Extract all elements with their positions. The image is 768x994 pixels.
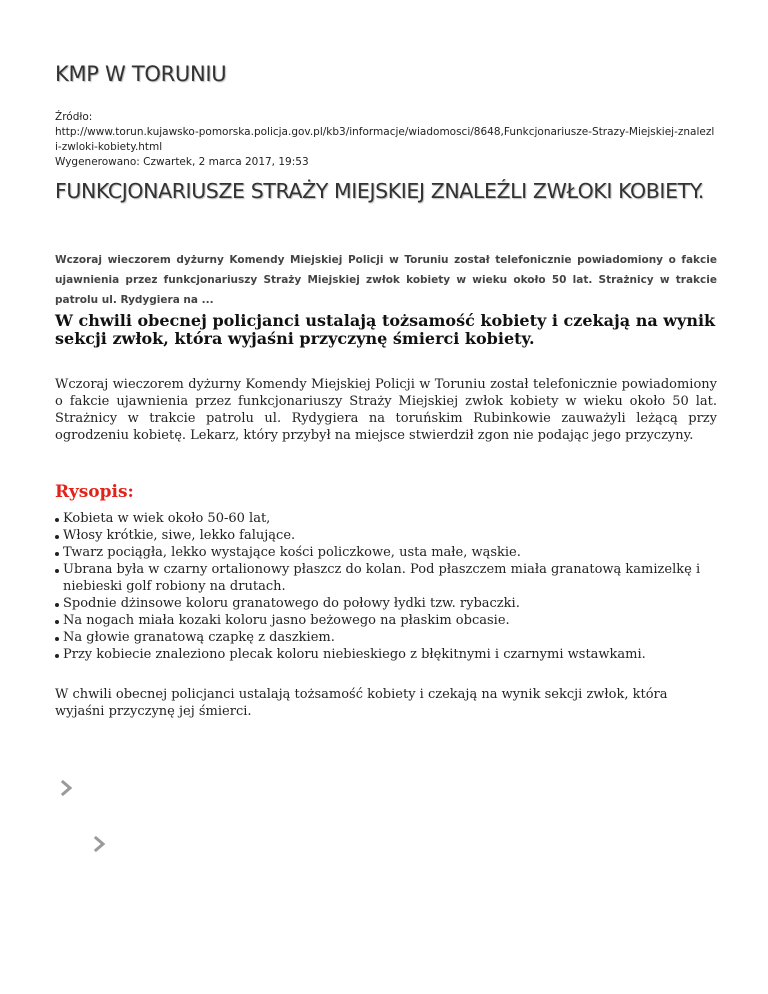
article-body: Wczoraj wieczorem dyżurny Komendy Miejskiej Policji w Toruniu został telefonicznie powiadomiony o fakcie ujawnienia przez funkcjonariuszy Straży Miejskiej zwłok kobiety w wieku około 50 lat. Strażnicy w trakcie patrolu ul. Rydygiera na toruńskim Rubinkowie zauważyli leżącą przy ogrodzeniu kobietę. Lekarz, który przybył na miejsce stwierdził zgon nie podając jego przyczyny. — [55, 377, 717, 443]
article-lead: Wczoraj wieczorem dyżurny Komendy Miejskiej Policji w Toruniu został telefonicznie powiadomiony o fakcie ujawnienia przez funkcjonariuszy Straży Miejskiej zwłok kobiety w wieku około 50 lat. Strażnicy w trakcie patrolu ul. Rydygiera na ... — [55, 254, 717, 306]
generated-date: Wygenerowano: Czwartek, 2 marca 2017, 19:53 — [55, 156, 309, 168]
list-item: Na głowie granatową czapkę z daszkiem. — [55, 629, 717, 646]
article-title: FUNKCJONARIUSZE STRAŻY MIEJSKIEJ ZNALEŹLI ZWŁOKI KOBIETY. — [55, 179, 704, 203]
source-meta — [55, 110, 717, 170]
list-item: Kobieta w wiek około 50-60 lat, — [55, 510, 717, 527]
list-item: Ubrana była w czarny ortalionowy płaszcz do kolan. Pod płaszczem miała granatową kamizelkę i niebieski golf robiony na drutach. — [55, 561, 717, 595]
article-subtitle: W chwili obecnej policjanci ustalają tożsamość kobiety i czekają na wynik sekcji zwłok, która wyjaśni przyczynę śmierci kobiety. — [55, 311, 716, 348]
list-item: Twarz pociągła, lekko wystające kości policzkowe, usta małe, wąskie. — [55, 544, 717, 561]
description-heading: Rysopis: — [55, 482, 134, 502]
list-item: Na nogach miała kozaki koloru jasno beżowego na płaskim obcasie. — [55, 612, 717, 629]
site-title: KMP W TORUNIU — [55, 62, 227, 86]
description-list — [55, 510, 717, 663]
source-label: Źródło: — [55, 111, 93, 123]
article-closing: W chwili obecnej policjanci ustalają tożsamość kobiety i czekają na wynik sekcji zwłok, która wyjaśni przyczynę jej śmierci. — [55, 687, 668, 719]
source-url: http://www.torun.kujawsko-pomorska.policja.gov.pl/kb3/informacje/wiadomosci/8648,Funkcjonariusze-Strazy-Miejskiej-znalezli-zwloki-kobiety.html — [55, 126, 715, 153]
chevron-right-icon — [59, 780, 75, 796]
list-item: Przy kobiecie znaleziono plecak koloru niebieskiego z błękitnymi i czarnymi wstawkami. — [55, 646, 717, 663]
chevron-right-icon — [92, 836, 108, 852]
list-item: Spodnie dżinsowe koloru granatowego do połowy łydki tzw. rybaczki. — [55, 595, 717, 612]
list-item: Włosy krótkie, siwe, lekko falujące. — [55, 527, 717, 544]
